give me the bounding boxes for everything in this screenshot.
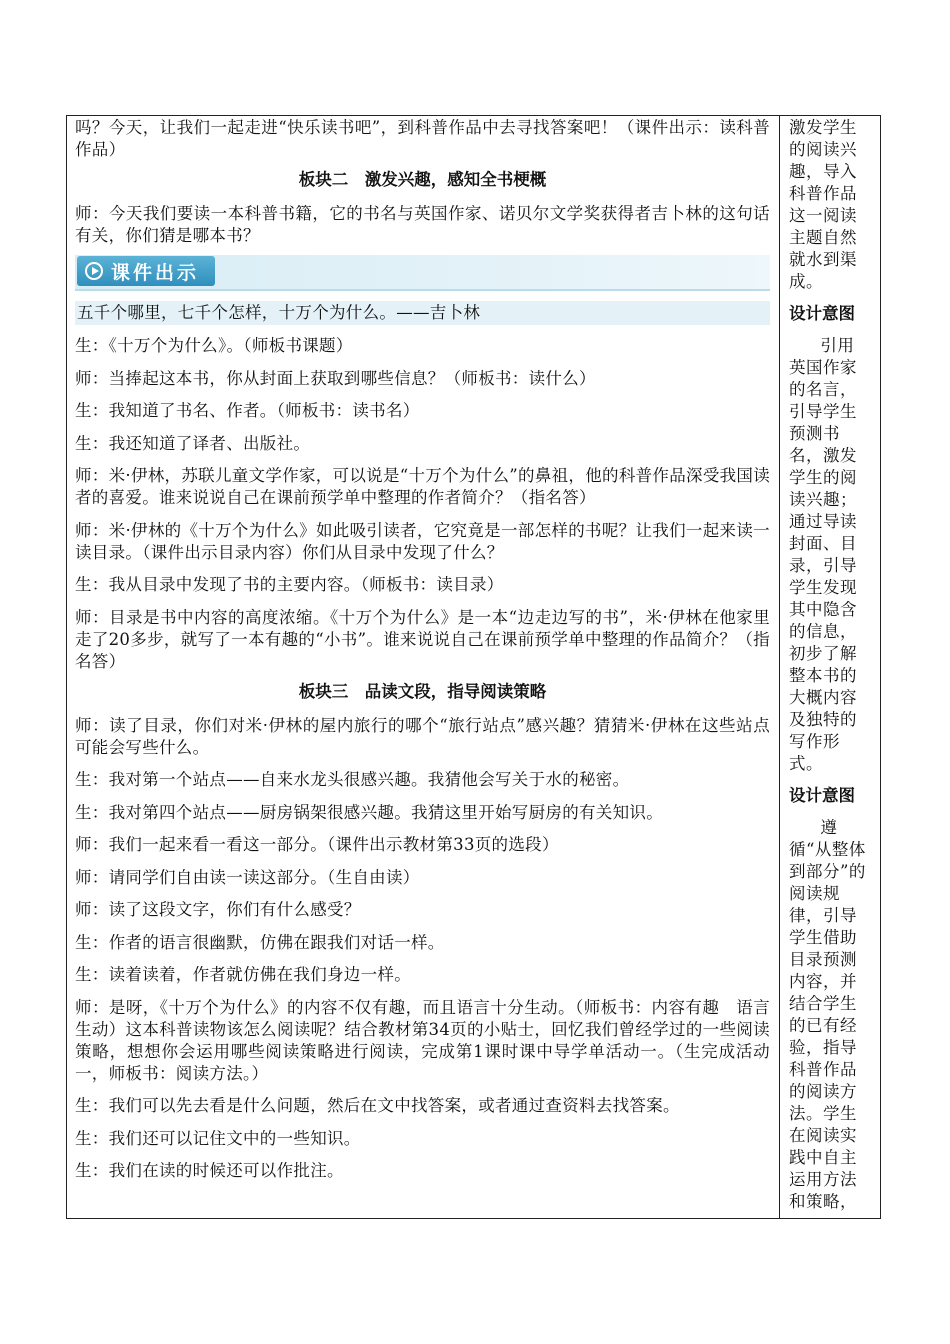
courseware-label-text: 课件出示	[111, 261, 200, 284]
dialogue-line: 师：读了目录，你们对米·伊林的屋内旅行的哪个“旅行站点”感兴趣？猜猜米·伊林在这些站点可能会写些什么。	[75, 715, 770, 757]
dialogue-line: 师：请同学们自由读一读这部分。（生自由读）	[75, 867, 420, 887]
dialogue-line: 生：作者的语言很幽默，仿佛在跟我们对话一样。	[75, 932, 445, 952]
design-note-1: 激发学生的阅读兴趣，导入科普作品这一阅读主题自然就水到渠成。	[789, 118, 857, 291]
dialogue-line: 生：我们在读的时候还可以作批注。	[75, 1161, 344, 1180]
dialogue-line: 生：我对第一个站点——自来水龙头很感兴趣。我猜他会写关于水的秘密。	[75, 770, 630, 789]
dialogue-line: 师：米·伊林的《十万个为什么》如此吸引读者，它究竟是一部怎样的书呢？让我们一起来读一读目录。（课件出示目录内容）你们从目录中发现了什么？	[75, 520, 770, 562]
section-2-title: 板块二 激发兴趣，感知全书梗概	[298, 170, 547, 189]
dialogue-line: 生：《十万个为什么》。（师板书课题）	[75, 336, 353, 355]
dialogue-line: 生：我还知道了译者、出版社。	[75, 433, 311, 453]
dialogue-line: 生：我对第四个站点——厨房锅架很感兴趣。我猜这里开始写厨房的有关知识。	[75, 802, 663, 822]
kipling-quote: 五千个哪里，七千个怎样，十万个为什么。——吉卜林	[75, 301, 770, 325]
courseware-banner	[75, 255, 770, 291]
dialogue-line: 师：我们一起来看一看这一部分。（课件出示教材第33页的选段）	[75, 835, 559, 854]
dialogue-line: 师：目录是书中内容的高度浓缩。《十万个为什么》是一本“边走边写的书”，米·伊林在他家里走了20多步，就写了一本有趣的“小书”。谁来说说自己在课前预学单中整理的作品简介？（指名答）	[75, 607, 770, 671]
dialogue-line: 师：米·伊林，苏联儿童文学作家，可以说是“十万个为什么”的鼻祖，他的科普作品深受我国读者的喜爱。谁来说说自己在课前预学单中整理的作者简介？（指名答）	[75, 466, 771, 507]
play-icon	[85, 262, 103, 280]
dialogue-line: 师：当捧起这本书，你从封面上获取到哪些信息？（师板书：读什么）	[75, 368, 596, 388]
section-3-title: 板块三 品读文段，指导阅读策略	[298, 681, 547, 701]
dialogue-line: 生：我知道了书名、作者。（师板书：读书名）	[75, 401, 420, 420]
dialogue-line: 生：我从目录中发现了书的主要内容。（师板书：读目录）	[75, 575, 504, 594]
design-note-3: 遵循“从整体到部分”的阅读规律，引导学生借助目录预测内容，并结合学生的已有经验，指导科普作品的阅读方法。学生在阅读实践中自主运用方法和策略，	[789, 818, 866, 1211]
dialogue-line: 师：读了这段文字，你们有什么感受？	[75, 900, 361, 919]
lesson-content-column	[75, 117, 770, 1193]
design-intent-heading-2: 设计意图	[789, 786, 855, 805]
intro-paragraph: 吗？今天，让我们一起走进“快乐读书吧”，到科普作品中去寻找答案吧！（课件出示：读科普作品）	[75, 118, 770, 159]
courseware-label	[77, 256, 215, 286]
dialogue-line: 生：我们还可以记住文中的一些知识。	[75, 1128, 361, 1148]
dialogue-line: 生：我们可以先去看是什么问题，然后在文中找答案，或者通过查资料去找答案。	[75, 1096, 680, 1115]
dialogue-line: 生：读着读着，作者就仿佛在我们身边一样。	[75, 965, 411, 984]
teacher-question: 师：今天我们要读一本科普书籍，它的书名与英国作家、诺贝尔文学奖获得者吉卜林的这句话有关，你们猜是哪本书？	[75, 204, 770, 245]
design-note-2: 引用英国作家的名言，引导学生预测书名，激发学生的阅读兴趣；通过导读封面、目录，引导学生发现其中隐含的信息，初步了解整本书的大概内容及独特的写作形式。	[789, 336, 857, 773]
dialogue-line: 师：是呀，《十万个为什么》的内容不仅有趣，而且语言十分生动。（师板书：内容有趣 语言生动）这本科普读物该怎么阅读呢？结合教材第34页的小贴士，回忆我们曾经学过的一些阅读策略，想想你会运用哪些阅读策略进行阅读，完成第1课时课中导学单活动一。（生完成活动一，师板书：阅读方法。）	[75, 997, 770, 1083]
column-divider	[779, 115, 780, 1219]
design-intent-heading-1: 设计意图	[789, 304, 855, 323]
design-intent-column	[789, 117, 869, 1213]
